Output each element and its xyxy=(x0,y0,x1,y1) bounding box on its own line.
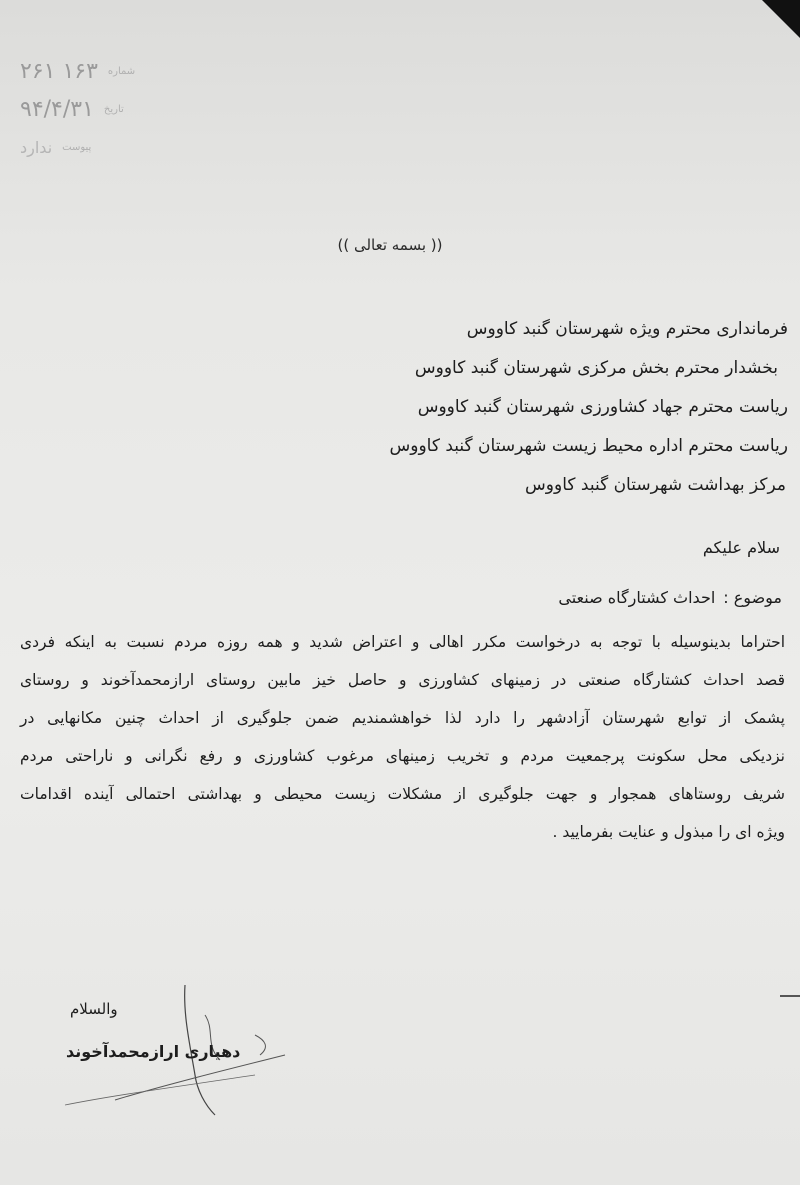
registration-stamp xyxy=(20,52,210,166)
addressee-list xyxy=(268,310,788,505)
stamp-date-label: تاریخ xyxy=(103,103,124,115)
stamp-attachment: ندارد xyxy=(20,137,53,157)
subject-label: موضوع : xyxy=(723,588,782,607)
addressee-line: مرکز بهداشت شهرستان گنبد کاووس xyxy=(525,475,786,496)
signer-name: دهیاری ارازمحمدآخوند xyxy=(66,1042,241,1061)
stamp-attachment-label: پیوست xyxy=(62,141,92,153)
addressee-line: ریاست محترم اداره محیط زیست شهرستان گنبد کاووس xyxy=(389,436,788,457)
body-line: احتراما بدینوسیله با توجه به درخواست مکرر اهالی و اعتراض شدید و همه روزه مردم نسبت به اینکه فردی xyxy=(20,633,785,651)
body-line: قصد احداث کشتارگاه صنعتی در زمینهای کشاورزی و حاصل خیز مابین روستای ارازمحمدآخوند و روستای xyxy=(20,671,785,689)
stamp-date-row xyxy=(20,90,210,128)
greeting: سلام علیکم xyxy=(702,538,780,557)
folded-corner xyxy=(762,0,800,38)
stamp-number: ۱۶۳ ۲۶۱ xyxy=(20,58,98,84)
letter-body xyxy=(20,623,785,851)
body-line: شریف روستاهای همجوار و جهت جلوگیری از مشکلات زیست محیطی و بهداشتی احتمالی آینده اقدامات xyxy=(20,785,785,803)
addressee-line: بخشدار محترم بخش مرکزی شهرستان گنبد کاووس xyxy=(414,358,778,379)
body-line: نزدیکی محل سکونت پرجمعیت مردم و تخریب زمینهای مرغوب کشاورزی و رفع نگرانی و ناراحتی مردم xyxy=(20,747,785,765)
addressee-line: فرمانداری محترم ویژه شهرستان گنبد کاووس xyxy=(466,319,788,340)
stamp-number-row xyxy=(20,52,210,90)
stamp-date: ۹۴/۴/۳۱ xyxy=(20,96,94,122)
subject-text: احداث کشتارگاه صنعتی xyxy=(558,588,716,607)
stamp-attachment-row xyxy=(20,128,210,166)
body-line: ویژه ای را مبذول و عنایت بفرمایید . xyxy=(552,823,785,841)
addressee-line: ریاست محترم جهاد کشاورزی شهرستان گنبد کاووس xyxy=(417,397,788,418)
stamp-number-label: شماره xyxy=(107,65,136,77)
subject-line xyxy=(558,588,782,607)
body-line: پشمک از توابع شهرستان آزادشهر را دارد لذا خواهشمندیم ضمن جلوگیری از احداث چنین مکانهایی در xyxy=(20,709,785,727)
closing-salutation: والسلام xyxy=(70,1000,118,1018)
margin-mark xyxy=(780,995,800,997)
letter-heading: (( بسمه تعالی )) xyxy=(337,236,443,254)
